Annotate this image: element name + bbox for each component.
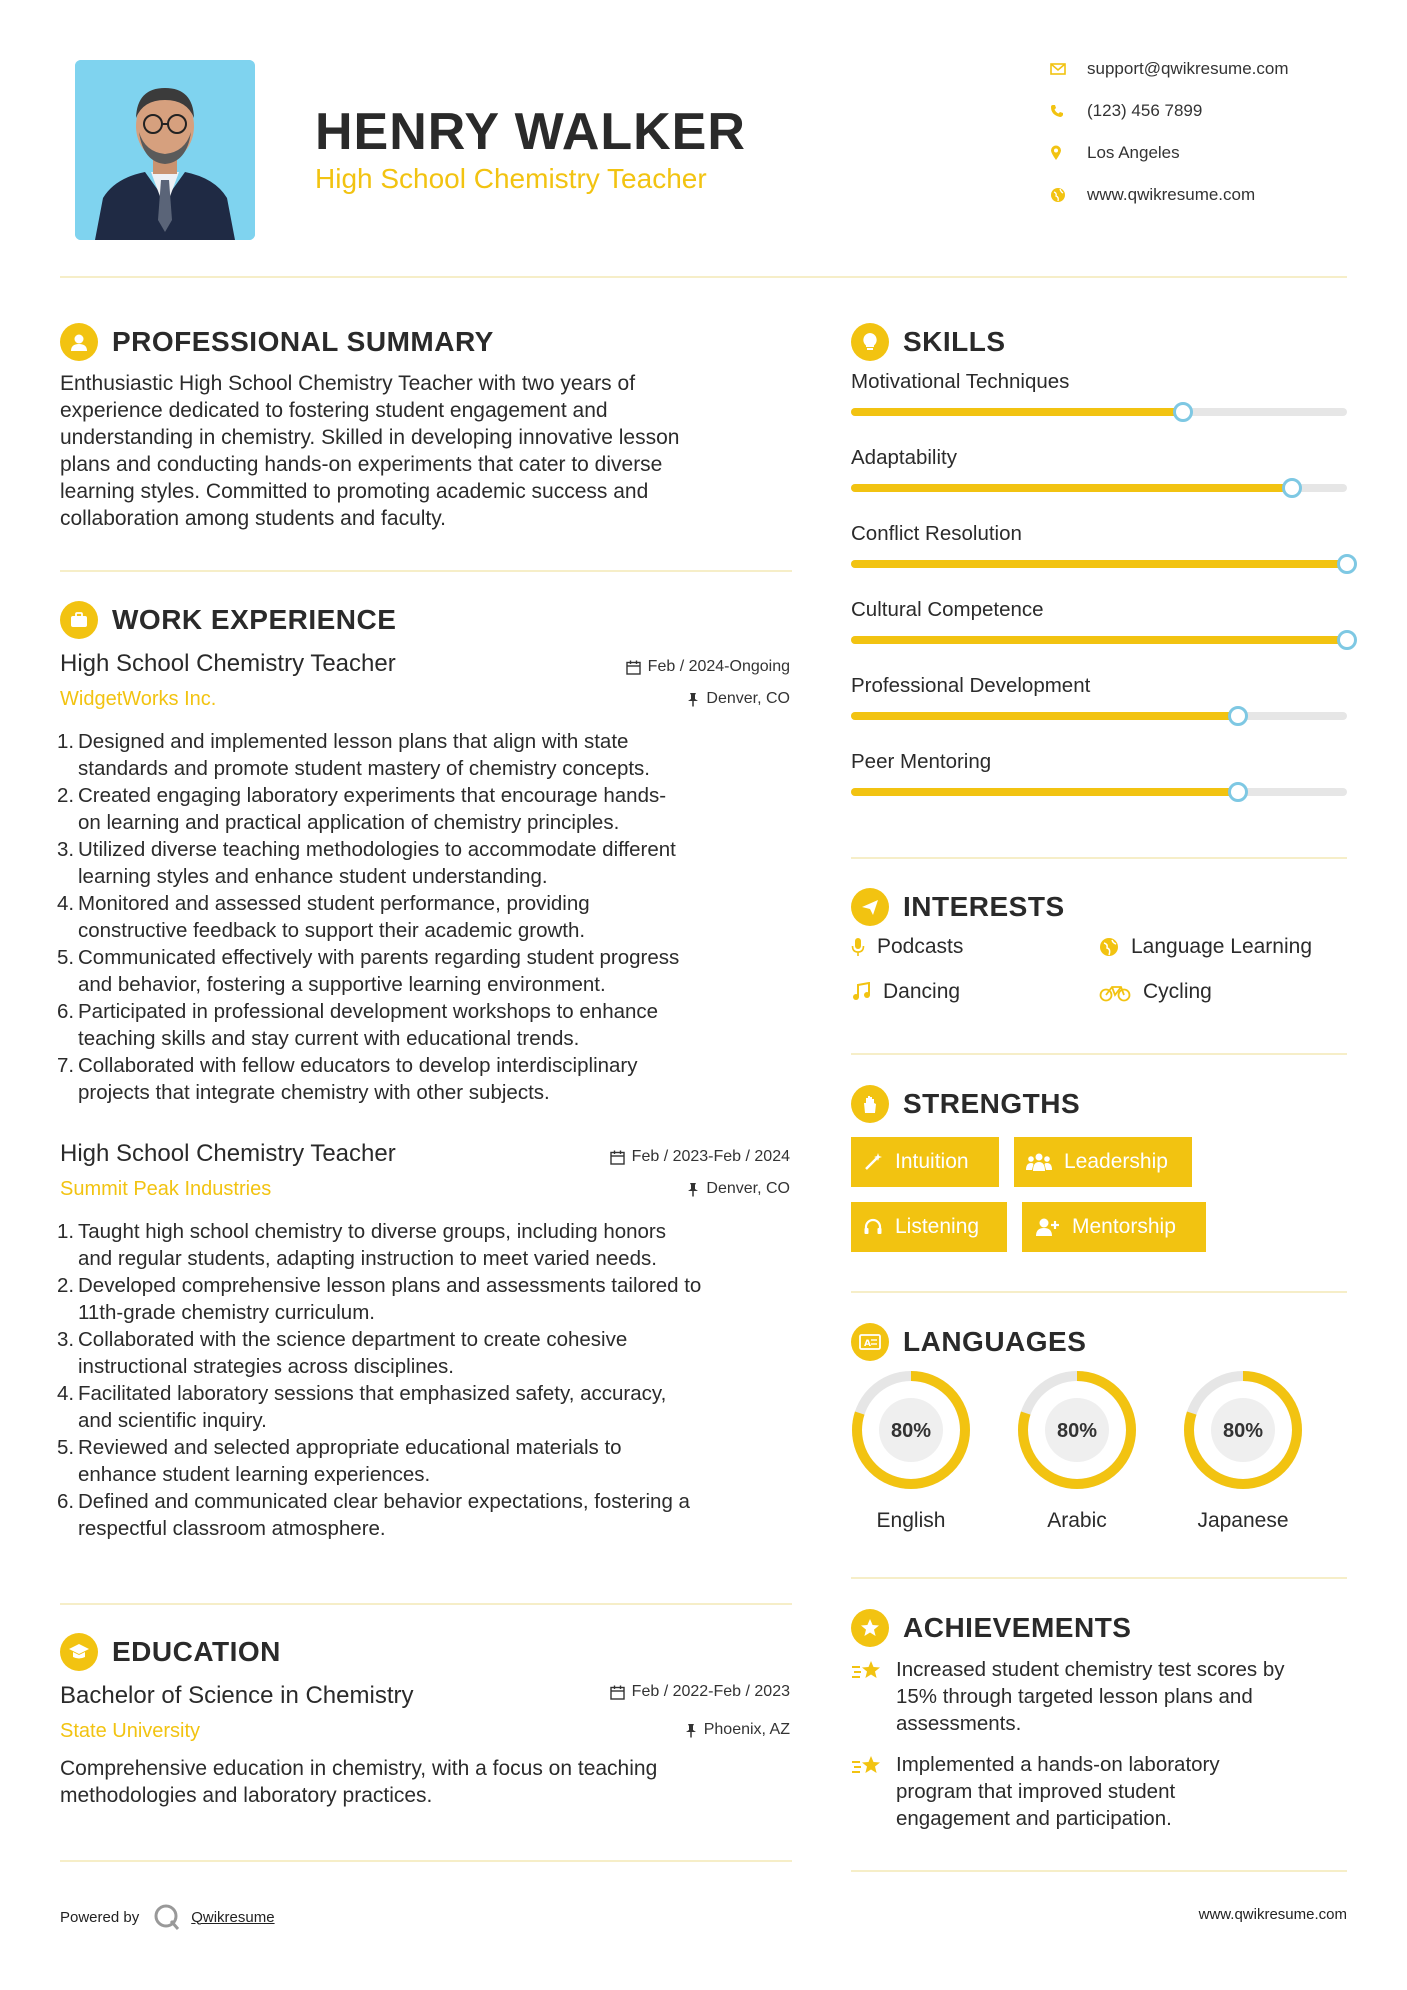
calendar-icon	[610, 1150, 625, 1165]
skill-knob[interactable]	[1337, 630, 1357, 650]
interests-divider	[851, 1053, 1347, 1055]
skill-knob[interactable]	[1337, 554, 1357, 574]
work-divider	[60, 1603, 792, 1605]
pin-icon	[685, 1723, 697, 1738]
contact-location	[1050, 138, 1380, 168]
calendar-icon	[626, 660, 641, 675]
languages-title: LANGUAGES	[903, 1326, 1087, 1357]
job-location	[687, 1180, 790, 1198]
summary-divider	[60, 570, 792, 572]
contact-phone[interactable]	[1050, 96, 1380, 126]
skill-label: Motivational Techniques	[851, 370, 1070, 393]
calendar-icon	[610, 1685, 625, 1700]
skill-item	[851, 674, 1347, 720]
skill-fill	[851, 560, 1347, 568]
skill-knob[interactable]	[1173, 402, 1193, 422]
language-name: Arabic	[1047, 1509, 1107, 1532]
education-description: Comprehensive education in chemistry, with a focus on teaching methodologies and laboratory practices.	[60, 1757, 658, 1807]
skill-item	[851, 522, 1347, 568]
education-dates	[610, 1683, 790, 1701]
job-bullets	[57, 1218, 800, 1542]
skill-item	[851, 446, 1347, 492]
skills-heading	[851, 322, 1006, 362]
microphone-icon	[851, 937, 865, 957]
summary-heading	[60, 322, 494, 362]
globe-icon	[1099, 937, 1119, 957]
work-heading	[60, 600, 396, 640]
language-ring	[1015, 1368, 1139, 1492]
list-item: 4. Facilitated laboratory sessions that emphasized safety, accuracy, and scientific inquiry.	[57, 1382, 667, 1432]
summary-line: collaboration among students and faculty.	[60, 507, 447, 530]
work-title: WORK EXPERIENCE	[112, 604, 397, 635]
job-title: High School Chemistry Teacher	[60, 1140, 396, 1167]
contact-location-text: Los Angeles	[1087, 143, 1180, 162]
list-item: 6. Participated in professional development workshops to enhance teaching skills and stay current with educational trends.	[57, 1000, 659, 1050]
skill-fill	[851, 788, 1238, 796]
powered-by-text: Powered by	[60, 1908, 140, 1926]
list-item: 5. Communicated effectively with parents regarding student progress and behavior, fostering a supportive learning environment.	[57, 946, 680, 996]
list-item: 2. Developed comprehensive lesson plans and assessments tailored to 11th-grade chemistry curriculum.	[57, 1274, 702, 1324]
job-bullets	[57, 728, 800, 1106]
language-name: Japanese	[1197, 1509, 1289, 1532]
star-icon	[851, 1609, 889, 1647]
skill-label: Adaptability	[851, 446, 957, 469]
list-item: 1. Taught high school chemistry to diverse groups, including honors and regular students, adapting instruction to meet varied needs.	[57, 1220, 666, 1270]
shooting-star-icon	[851, 1656, 896, 1737]
footer-powered-by	[60, 1903, 275, 1931]
achievements-divider	[851, 1870, 1347, 1872]
language-item	[1015, 1368, 1139, 1533]
interests-title: INTERESTS	[903, 891, 1065, 922]
skill-label: Peer Mentoring	[851, 750, 992, 773]
summary-line: learning styles. Committed to promoting academic success and	[60, 480, 649, 503]
job-dates	[626, 658, 790, 676]
header-divider	[60, 276, 1347, 278]
language-name: English	[876, 1509, 946, 1532]
achievements-title: ACHIEVEMENTS	[903, 1612, 1132, 1643]
skill-bar	[851, 408, 1347, 416]
skill-label: Conflict Resolution	[851, 522, 1022, 545]
job-title: High School Chemistry Teacher	[60, 650, 396, 677]
contact-phone-text: (123) 456 7899	[1087, 101, 1203, 120]
contact-email[interactable]	[1050, 54, 1380, 84]
language-ring	[849, 1368, 973, 1492]
shooting-star-icon	[851, 1751, 896, 1832]
language-item	[849, 1368, 973, 1533]
list-item: 2. Created engaging laboratory experiments that encourage hands- on learning and practical application of chemistry principles.	[57, 784, 667, 834]
interest-item: Podcasts	[851, 935, 963, 959]
bicycle-icon	[1099, 982, 1131, 1002]
headphones-icon	[863, 1217, 883, 1237]
company-name: WidgetWorks Inc.	[60, 688, 217, 710]
education-divider	[60, 1860, 792, 1862]
lightbulb-icon	[851, 323, 889, 361]
skill-label: Professional Development	[851, 674, 1091, 697]
list-item: 4. Monitored and assessed student performance, providing constructive feedback to support their academic growth.	[57, 892, 590, 942]
skill-fill	[851, 484, 1292, 492]
job-location-text: Denver, CO	[706, 1180, 790, 1197]
achievements-heading	[851, 1608, 1131, 1648]
list-item: 7. Collaborated with fellow educators to develop interdisciplinary projects that integrate chemistry with other subjects.	[57, 1054, 638, 1104]
list-item: 6. Defined and communicated clear behavior expectations, fostering a respectful classroom atmosphere.	[57, 1490, 690, 1540]
footer-website[interactable]: www.qwikresume.com	[1198, 1906, 1347, 1923]
degree-title: Bachelor of Science in Chemistry	[60, 1682, 414, 1709]
skill-knob[interactable]	[1282, 478, 1302, 498]
music-icon	[851, 982, 871, 1002]
strengths-title: STRENGTHS	[903, 1088, 1081, 1119]
summary-line: plans and conducting hands-on experiments that cater to diverse	[60, 453, 663, 476]
globe-icon	[1050, 187, 1087, 203]
list-item: 3. Collaborated with the science department to create cohesive instructional strategies across disciplines.	[57, 1328, 628, 1378]
phone-icon	[1050, 104, 1087, 118]
summary-line: Enthusiastic High School Chemistry Teacher with two years of	[60, 372, 636, 395]
skill-knob[interactable]	[1228, 782, 1248, 802]
strengths-heading	[851, 1084, 1080, 1124]
pin-icon	[687, 1182, 699, 1197]
skill-bar	[851, 636, 1347, 644]
interest-item: Dancing	[851, 980, 960, 1004]
strength-chip: Listening	[851, 1202, 1007, 1252]
skill-fill	[851, 408, 1183, 416]
skill-bar	[851, 788, 1347, 796]
graduation-icon	[60, 1633, 98, 1671]
language-percent: 80%	[1056, 1420, 1098, 1442]
language-item	[1181, 1368, 1305, 1533]
hand-icon	[851, 1085, 889, 1123]
strengths-divider	[851, 1291, 1347, 1293]
company-name: Summit Peak Industries	[60, 1178, 272, 1200]
education-location-text: Phoenix, AZ	[703, 1721, 790, 1738]
education-location	[685, 1721, 790, 1739]
skill-knob[interactable]	[1228, 706, 1248, 726]
pin-icon	[687, 692, 699, 707]
candidate-role: High School Chemistry Teacher	[315, 163, 707, 194]
map-pin-icon	[1050, 145, 1087, 161]
job-dates-text: Feb / 2024-Ongoing	[647, 658, 790, 675]
achievement-item	[851, 1751, 1351, 1832]
contact-website[interactable]	[1050, 180, 1380, 210]
user-plus-icon	[1034, 1217, 1060, 1237]
language-percent: 80%	[1222, 1420, 1264, 1442]
skill-item	[851, 750, 1347, 796]
achievement-item	[851, 1656, 1351, 1737]
interest-item: Cycling	[1099, 980, 1212, 1004]
magic-wand-icon	[863, 1152, 883, 1172]
summary-text	[60, 370, 790, 532]
job-dates	[610, 1148, 790, 1166]
qwikresume-logo-icon	[153, 1903, 181, 1931]
strength-chip: Intuition	[851, 1137, 999, 1187]
list-item: 5. Reviewed and selected appropriate educational materials to enhance student learning experiences.	[57, 1436, 622, 1486]
skill-item	[851, 598, 1347, 644]
strength-chip: Mentorship	[1022, 1202, 1206, 1252]
language-percent: 80%	[890, 1420, 932, 1442]
education-heading	[60, 1632, 281, 1672]
profile-photo	[75, 60, 255, 240]
education-dates-text: Feb / 2022-Feb / 2023	[631, 1683, 790, 1700]
briefcase-icon	[60, 601, 98, 639]
job-dates-text: Feb / 2023-Feb / 2024	[631, 1148, 790, 1165]
interests-heading	[851, 887, 1065, 927]
paper-plane-icon	[851, 888, 889, 926]
candidate-name: HENRY WALKER	[315, 103, 746, 161]
job-location-text: Denver, CO	[706, 690, 790, 707]
strength-chip: Leadership	[1014, 1137, 1192, 1187]
skill-item	[851, 370, 1347, 416]
contact-email-text: support@qwikresume.com	[1087, 59, 1289, 78]
qwikresume-link[interactable]: Qwikresume	[191, 1908, 275, 1926]
skill-bar	[851, 712, 1347, 720]
contact-website-text: www.qwikresume.com	[1087, 185, 1256, 204]
skill-bar	[851, 484, 1347, 492]
skill-fill	[851, 712, 1238, 720]
skill-label: Cultural Competence	[851, 598, 1044, 621]
user-icon	[60, 323, 98, 361]
summary-line: understanding in chemistry. Skilled in developing innovative lesson	[60, 426, 680, 449]
skill-bar	[851, 560, 1347, 568]
group-icon	[1026, 1152, 1052, 1172]
skills-title: SKILLS	[903, 326, 1006, 357]
list-item: 1. Designed and implemented lesson plans that align with state standards and promote student mastery of chemistry concepts.	[57, 730, 650, 780]
svg-text:A: A	[864, 1339, 871, 1349]
school-name: State University	[60, 1720, 201, 1742]
language-ring	[1181, 1368, 1305, 1492]
skill-fill	[851, 636, 1347, 644]
summary-line: experience dedicated to fostering student engagement and	[60, 399, 608, 422]
job-location	[687, 690, 790, 708]
summary-title: PROFESSIONAL SUMMARY	[112, 326, 494, 357]
achievement-text: Increased student chemistry test scores by 15% through targeted lesson plans and assessments.	[896, 1658, 1285, 1735]
languages-divider	[851, 1577, 1347, 1579]
language-card-icon	[851, 1323, 889, 1361]
languages-heading	[851, 1322, 1086, 1362]
envelope-icon	[1050, 63, 1087, 75]
skills-divider	[851, 857, 1347, 859]
list-item: 3. Utilized diverse teaching methodologies to accommodate different learning styles and enhance student understanding.	[57, 838, 676, 888]
achievement-text: Implemented a hands-on laboratory program that improved student engagement and participation.	[896, 1753, 1220, 1830]
interest-item: Language Learning	[1099, 935, 1312, 959]
education-title: EDUCATION	[112, 1636, 281, 1667]
